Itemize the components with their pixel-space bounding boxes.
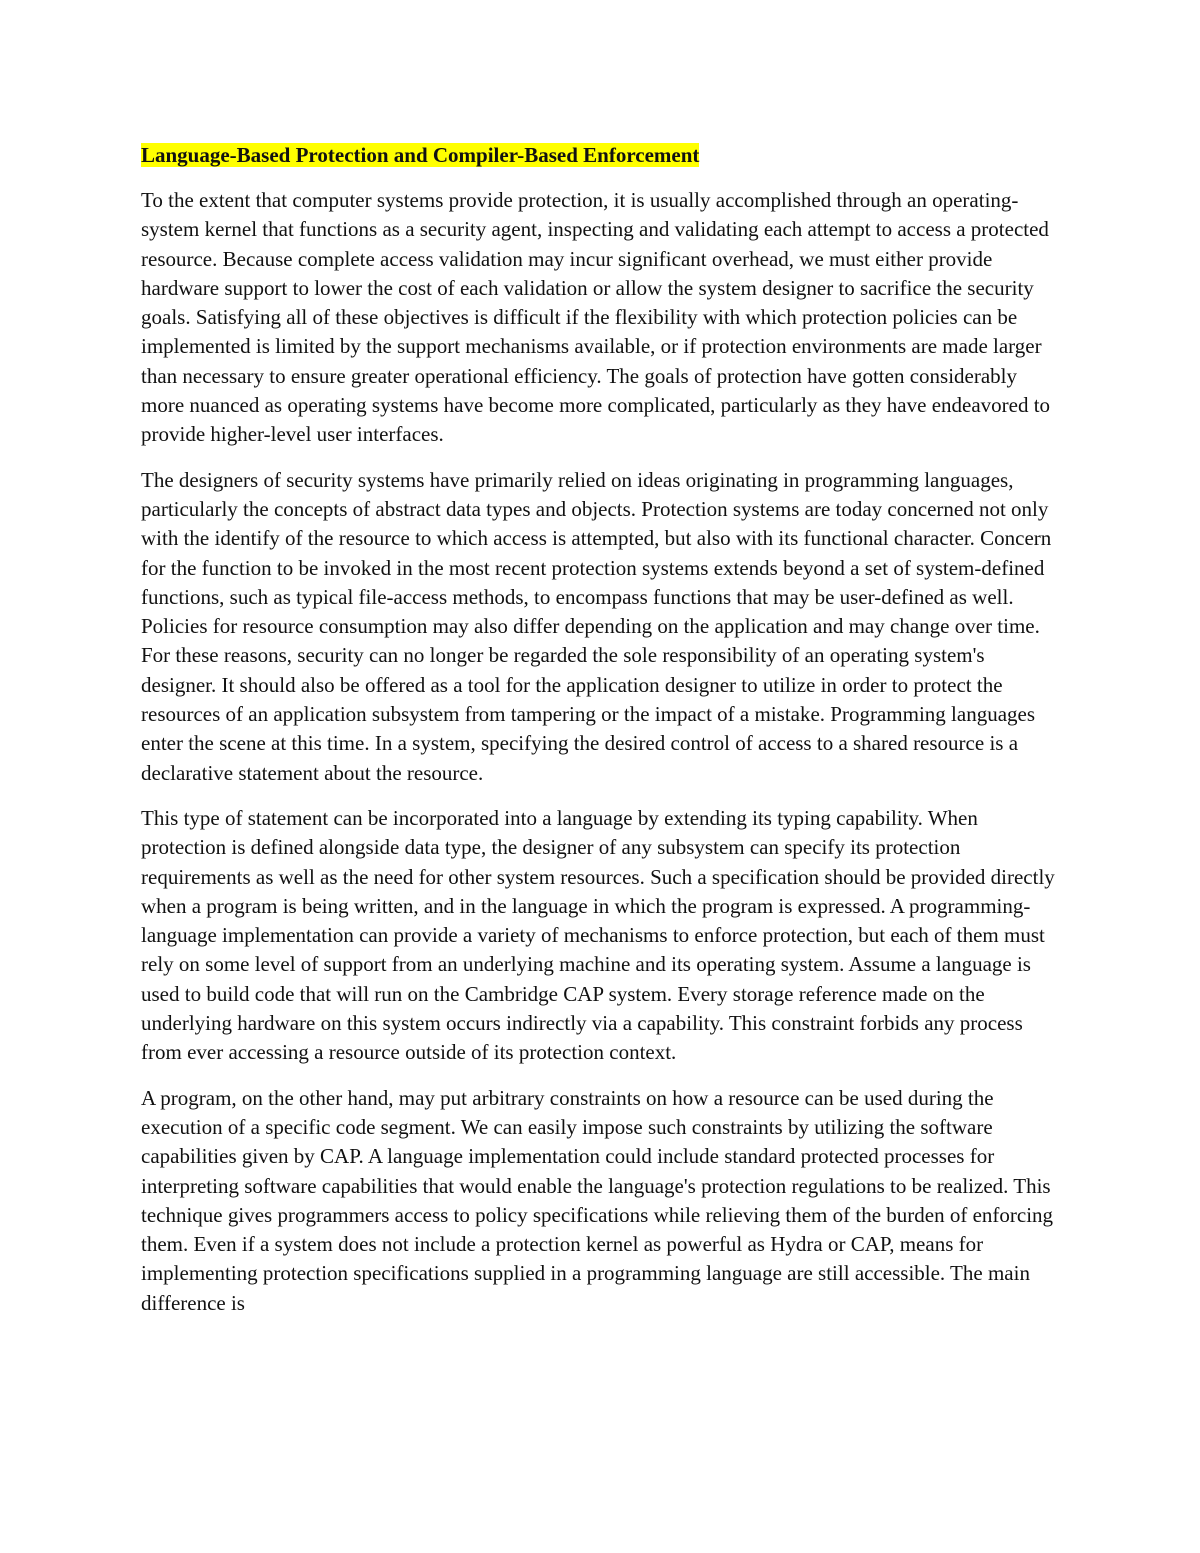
- document-body: [141, 141, 1063, 1334]
- paragraph-3: This type of statement can be incorporated into a language by extending its typing capability. When protection is defined alongside data type, the designer of any subsystem can specify its protection requirements as well as the need for other system resources. Such a specification should be provided directly when a program is being written, and in the language in which the program is expressed. A programming-language implementation can provide a variety of mechanisms to enforce protection, but each of them must rely on some level of support from an underlying machine and its operating system. Assume a language is used to build code that will run on the Cambridge CAP system. Every storage reference made on the underlying hardware on this system occurs indirectly via a capability. This constraint forbids any process from ever accessing a resource outside of its protection context.: [141, 805, 1055, 1065]
- paragraph-4: A program, on the other hand, may put arbitrary constraints on how a resource can be used during the execution of a specific code segment. We can easily impose such constraints by utilizing the software capabilities given by CAP. A language implementation could include standard protected processes for interpreting software capabilities that would enable the language's protection regulations to be realized. This technique gives programmers access to policy specifications while relieving them of the burden of enforcing them. Even if a system does not include a protection kernel as powerful as Hydra or CAP, means for implementing protection specifications supplied in a programming language are still accessible. The main difference is: [141, 1085, 1054, 1315]
- highlighted-title-text: Language-Based Protection and Compiler-Based Enforcement: [141, 143, 700, 167]
- document-title: [141, 141, 1063, 170]
- paragraph-2: The designers of security systems have primarily relied on ideas originating in programming languages, particularly the concepts of abstract data types and objects. Protection systems are today concerned not only with the identify of the resource to which access is attempted, but also with its functional character. Concern for the function to be invoked in the most recent protection systems extends beyond a set of system-defined functions, such as typical file-access methods, to encompass functions that may be user-defined as well. Policies for resource consumption may also differ depending on the application and may change over time. For these reasons, security can no longer be regarded the sole responsibility of an operating system's designer. It should also be offered as a tool for the application designer to utilize in order to protect the resources of an application subsystem from tampering or the impact of a mistake. Programming languages enter the scene at this time. In a system, specifying the desired control of access to a shared resource is a declarative statement about the resource.: [141, 467, 1052, 785]
- paragraph-1: To the extent that computer systems provide protection, it is usually accomplished through an operating-system kernel that functions as a security agent, inspecting and validating each attempt to access a protected resource. Because complete access validation may incur significant overhead, we must either provide hardware support to lower the cost of each validation or allow the system designer to sacrifice the security goals. Satisfying all of these objectives is difficult if the flexibility with which protection policies can be implemented is limited by the support mechanisms available, or if protection environments are made larger than necessary to ensure greater operational efficiency. The goals of protection have gotten considerably more nuanced as operating systems have become more complicated, particularly as they have endeavored to provide higher-level user interfaces.: [141, 188, 1051, 447]
